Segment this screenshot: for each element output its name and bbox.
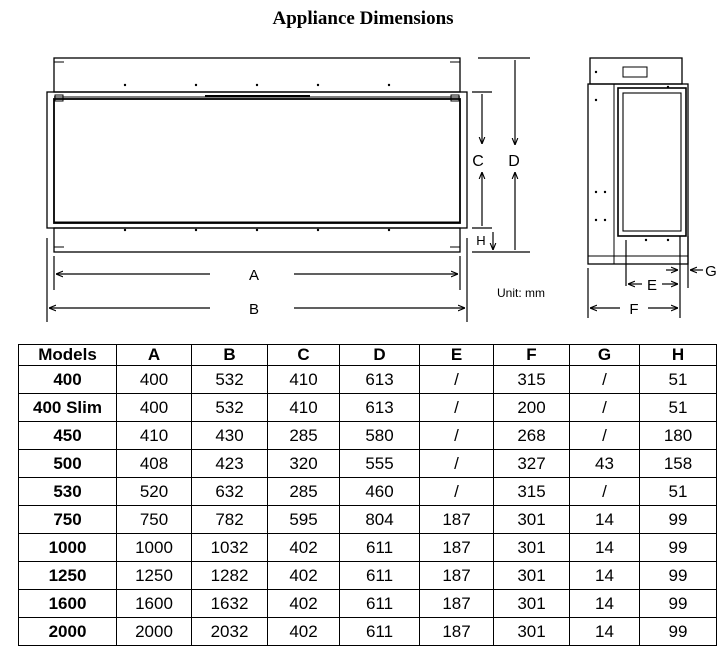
value-cell: 520 xyxy=(117,478,192,506)
value-cell: 51 xyxy=(640,394,717,422)
value-cell: 460 xyxy=(340,478,420,506)
value-cell: 187 xyxy=(420,590,494,618)
table-row xyxy=(19,590,717,618)
value-cell: 43 xyxy=(570,450,640,478)
label-a: A xyxy=(248,267,260,284)
label-d: D xyxy=(508,153,520,170)
header-e: E xyxy=(420,345,494,366)
value-cell: 2032 xyxy=(192,618,268,646)
value-cell: 14 xyxy=(570,562,640,590)
label-e: E xyxy=(646,277,658,294)
value-cell: 285 xyxy=(268,478,340,506)
value-cell: 611 xyxy=(340,562,420,590)
value-cell: 187 xyxy=(420,506,494,534)
table-row xyxy=(19,562,717,590)
side-view xyxy=(588,58,688,264)
header-g: G xyxy=(570,345,640,366)
model-cell: 450 xyxy=(19,422,117,450)
value-cell: 99 xyxy=(640,590,717,618)
table-row xyxy=(19,506,717,534)
value-cell: 301 xyxy=(494,590,570,618)
value-cell: 613 xyxy=(340,394,420,422)
value-cell: 410 xyxy=(117,422,192,450)
value-cell: 410 xyxy=(268,394,340,422)
value-cell: 1032 xyxy=(192,534,268,562)
value-cell: 1600 xyxy=(117,590,192,618)
side-inner-frame xyxy=(623,93,681,231)
model-cell: 2000 xyxy=(19,618,117,646)
label-h: H xyxy=(476,233,486,248)
value-cell: 400 xyxy=(117,366,192,394)
dimensions-table xyxy=(18,344,717,646)
value-cell: 402 xyxy=(268,534,340,562)
model-cell: 1000 xyxy=(19,534,117,562)
value-cell: 268 xyxy=(494,422,570,450)
side-body xyxy=(588,84,688,264)
value-cell: 187 xyxy=(420,534,494,562)
table-row xyxy=(19,366,717,394)
value-cell: 51 xyxy=(640,366,717,394)
table-header-row xyxy=(19,345,717,366)
value-cell: 200 xyxy=(494,394,570,422)
side-labels xyxy=(629,263,716,318)
value-cell: 1250 xyxy=(117,562,192,590)
front-top-panel xyxy=(54,58,460,92)
value-cell: 301 xyxy=(494,562,570,590)
value-cell: 580 xyxy=(340,422,420,450)
value-cell: 301 xyxy=(494,534,570,562)
value-cell: / xyxy=(570,394,640,422)
value-cell: 180 xyxy=(640,422,717,450)
value-cell: 782 xyxy=(192,506,268,534)
value-cell: 99 xyxy=(640,506,717,534)
side-front-frame xyxy=(618,88,686,236)
value-cell: 611 xyxy=(340,534,420,562)
value-cell: 555 xyxy=(340,450,420,478)
model-cell: 1600 xyxy=(19,590,117,618)
header-c: C xyxy=(268,345,340,366)
value-cell: 315 xyxy=(494,366,570,394)
value-cell: 402 xyxy=(268,590,340,618)
header-f: F xyxy=(494,345,570,366)
value-cell: / xyxy=(420,478,494,506)
front-dimensions xyxy=(47,58,530,322)
value-cell: 408 xyxy=(117,450,192,478)
header-h: H xyxy=(640,345,717,366)
label-c: C xyxy=(472,153,484,170)
side-screws xyxy=(595,71,669,241)
label-f: F xyxy=(629,301,639,318)
front-bottom-panel xyxy=(54,228,460,252)
value-cell: 402 xyxy=(268,562,340,590)
value-cell: 14 xyxy=(570,618,640,646)
value-cell: 14 xyxy=(570,590,640,618)
value-cell: / xyxy=(570,478,640,506)
value-cell: 99 xyxy=(640,534,717,562)
value-cell: 632 xyxy=(192,478,268,506)
label-b: B xyxy=(248,301,260,318)
table-row xyxy=(19,478,717,506)
value-cell: 611 xyxy=(340,618,420,646)
value-cell: 804 xyxy=(340,506,420,534)
model-cell: 400 Slim xyxy=(19,394,117,422)
value-cell: 99 xyxy=(640,562,717,590)
header-a: A xyxy=(117,345,192,366)
table-row xyxy=(19,618,717,646)
label-g: G xyxy=(705,263,717,280)
value-cell: 51 xyxy=(640,478,717,506)
value-cell: 315 xyxy=(494,478,570,506)
header-b: B xyxy=(192,345,268,366)
model-cell: 500 xyxy=(19,450,117,478)
value-cell: 187 xyxy=(420,618,494,646)
model-cell: 1250 xyxy=(19,562,117,590)
value-cell: 285 xyxy=(268,422,340,450)
table-row xyxy=(19,422,717,450)
value-cell: 327 xyxy=(494,450,570,478)
dimension-labels xyxy=(249,153,545,318)
value-cell: 1282 xyxy=(192,562,268,590)
value-cell: 1000 xyxy=(117,534,192,562)
unit-label: Unit: mm xyxy=(497,286,545,300)
value-cell: 14 xyxy=(570,534,640,562)
value-cell: / xyxy=(570,422,640,450)
model-cell: 400 xyxy=(19,366,117,394)
value-cell: 99 xyxy=(640,618,717,646)
front-screws xyxy=(124,84,390,231)
front-view xyxy=(47,58,467,252)
front-frame xyxy=(47,92,467,228)
value-cell: 423 xyxy=(192,450,268,478)
page-title: Appliance Dimensions xyxy=(272,8,454,29)
side-top-block xyxy=(590,58,682,84)
value-cell: 611 xyxy=(340,590,420,618)
value-cell: 301 xyxy=(494,506,570,534)
value-cell: 1632 xyxy=(192,590,268,618)
value-cell: 301 xyxy=(494,618,570,646)
value-cell: 750 xyxy=(117,506,192,534)
value-cell: 532 xyxy=(192,366,268,394)
value-cell: 400 xyxy=(117,394,192,422)
value-cell: 595 xyxy=(268,506,340,534)
value-cell: / xyxy=(420,366,494,394)
value-cell: 532 xyxy=(192,394,268,422)
value-cell: 430 xyxy=(192,422,268,450)
table-row xyxy=(19,534,717,562)
value-cell: 187 xyxy=(420,562,494,590)
value-cell: / xyxy=(420,450,494,478)
value-cell: 402 xyxy=(268,618,340,646)
model-cell: 750 xyxy=(19,506,117,534)
header-d: D xyxy=(340,345,420,366)
header-models: Models xyxy=(19,345,117,366)
table-row xyxy=(19,394,717,422)
value-cell: / xyxy=(420,422,494,450)
value-cell: 158 xyxy=(640,450,717,478)
value-cell: 320 xyxy=(268,450,340,478)
value-cell: 613 xyxy=(340,366,420,394)
table-row xyxy=(19,450,717,478)
value-cell: 2000 xyxy=(117,618,192,646)
value-cell: 14 xyxy=(570,506,640,534)
side-dimensions xyxy=(588,236,703,318)
value-cell: / xyxy=(420,394,494,422)
value-cell: / xyxy=(570,366,640,394)
front-glass xyxy=(54,99,460,223)
value-cell: 410 xyxy=(268,366,340,394)
model-cell: 530 xyxy=(19,478,117,506)
